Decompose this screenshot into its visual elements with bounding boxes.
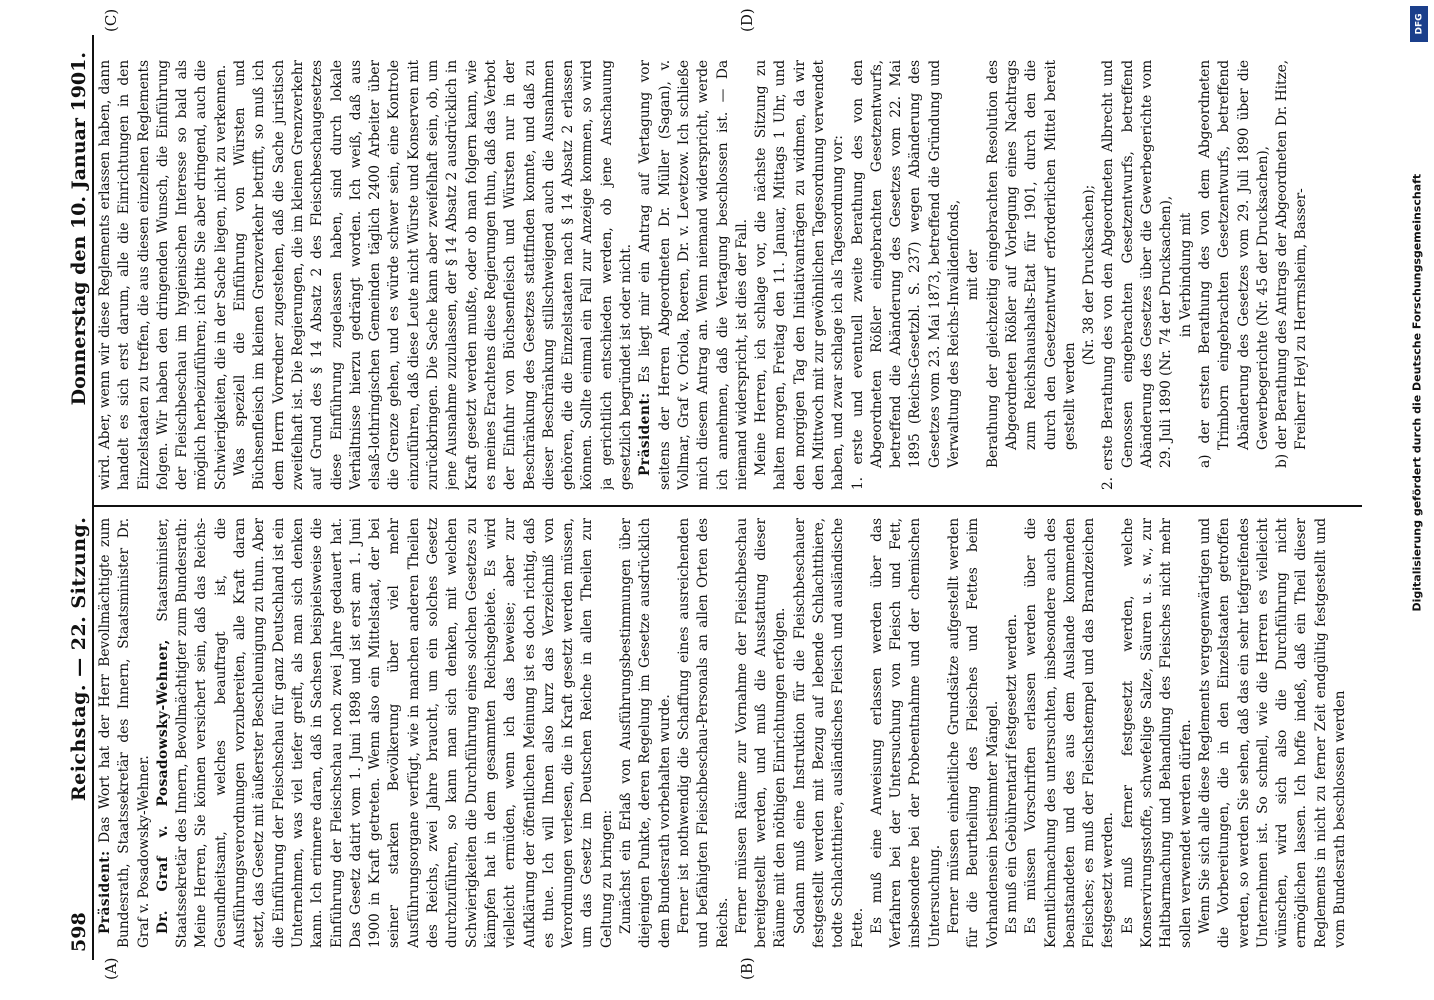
running-title: Reichstag. — 22. Sitzung.	[68, 516, 90, 802]
speech-text: Das Wort hat der Herr Bevollmächtigte zum Bundesrath, Staatssekretär des Innern, Staatsminister Dr. Graf v. Posadowsky-Wehner.	[97, 518, 152, 948]
dfg-logo-text: DFG	[1414, 13, 1425, 35]
right-text-column	[96, 60, 1356, 490]
text-paragraph: (Nr. 38 der Drucksachen);	[1081, 184, 1098, 366]
dfg-logo	[1410, 6, 1428, 42]
text-paragraph: in Verbindung mit	[1177, 212, 1194, 338]
running-header	[60, 52, 90, 952]
header-rule	[92, 35, 94, 960]
column-divider	[92, 505, 1362, 507]
text-paragraph: Meine Herren, ich schlage vor, die nächste Sitzung zu halten morgen, Freitag den 11. Januar, Mittags 1 Uhr, und den morgigen Tag den Initiativanträgen zu widmen, da wir den Mittwoch mit zur gewöhnlichen Tagesordnung verwendet haben, und zwar schlage ich als Tagesordnung vor:	[753, 60, 847, 490]
speech-paragraph	[636, 60, 752, 490]
margin-mark-b: (B)	[738, 957, 756, 980]
text-paragraph: Es muß ein Gebührentarif festgesetzt werden.	[1003, 614, 1020, 934]
agenda-item: Berathung der gleichzeitig eingebrachten Resolution des Abgeordneten Rößler auf Vorlegung eines Nachtrags zum Reichshaushalts-Etat für 1901, durch den die durch den Gesetzentwurf erforderlichen Mittel bereit gestellt werden	[984, 60, 1078, 468]
speaker-name: Präsident:	[637, 392, 654, 476]
text-paragraph: Ferner müssen Räume zur Vornahme der Fleischbeschau bereitgestellt werden, und muß die Ausstattung dieser Räume mit den nöthigen Einrichtungen erfolgen.	[733, 518, 789, 948]
text-paragraph: Ferner müssen einheitliche Grundsätze aufgestellt werden für die Beurtheilung des Fleisches und Fettes beim Vorhandensein bestimmter Mängel.	[946, 518, 1001, 948]
text-paragraph: Was speziell die Einführung von Würsten und Büchsenfleisch im kleinen Grenzverkehr betrifft, so muß ich dem Herrn Vorredner zugestehen, daß die Sache juristisch zweifelhaft ist. Die Regierungen, die im kleinen Grenzverkehr auf Grund des § 14 Absatz 2 des Fleischbeschaugesetzes diese Einführung zugelassen haben, sind durch lokale Verhältnisse hierzu gedrängt worden. Ich weiß, daß aus elsaß-lothringischen Gemeinden täglich 2400 Arbeiter über die Grenze gehen, und es würde schwer sein, eine Kontrole einzuführen, daß diese Leute nicht Würste und Konserven mit zurückbringen. Die Sache kann aber zweifelhaft sein, ob, um jene Ausnahme zuzulassen, der § 14 Absatz 2 ausdrücklich in Kraft gesetzt werden mußte, oder ob man folgern kann, wie es meines Erachtens diese Regierungen thun, daß das Verbot der Einfuhr von Büchsenfleisch und Würsten nur in der Beschränkung des Gesetzes stattfinden konnte, und daß zu dieser Beschränkung stillschweigend auch die Ausnahmen gehören, die die Einzelstaaten nach § 14 Absatz 2 erlassen können. Sollte einmal ein Fall zur Anzeige kommen, so wird ja gerichtlich entschieden werden, ob jene Anschauung gesetzlich begründet ist oder nicht.	[232, 60, 635, 490]
agenda-item: 1. erste und eventuell zweite Berathung des von den Abgeordneten Rößler eingebrachten Gesetzentwurfs, betreffend die Abänderung des Gesetzes vom 22. Mai 1895 (Reichs-Gesetzbl. S. 237) wegen Abänderung des Gesetzes vom 23. Mai 1873, betreffend die Gründung und Verwaltung des Reichs-Invalidenfonds,	[849, 60, 963, 490]
margin-mark-d: (D)	[738, 8, 756, 32]
speech-paragraph	[96, 518, 154, 948]
dfg-credit-text: Digitalisierung gefördert durch die Deutsche Forschungsgemeinschaft	[1410, 173, 1424, 612]
text-paragraph: Zunächst ein Erlaß von Ausführungsbestimmungen über diejenigen Punkte, deren Regelung im Gesetze ausdrücklich dem Bundesrath vorbehalten wurde.	[618, 518, 673, 948]
margin-mark-a: (A)	[102, 957, 120, 980]
margin-mark-c: (C)	[102, 8, 120, 32]
text-paragraph: Wenn Sie sich alle diese Reglements vergegenwärtigen und die Vorbereitungen, die in den Einzelstaaten getroffen werden, so werden Sie sehen, daß das ein sehr tiefgreifendes Unternehmen ist. So schnell, wie die Herren es vielleicht wünschen, wird sich also die Durchführung nicht ermöglichen lassen. Ich hoffe indeß, daß ein Theil dieser Reglements in nicht zu ferner Zeit endgültig festgestellt und vom Bundesrath beschlossen werden	[1196, 518, 1348, 948]
text-paragraph: Ferner ist nothwendig die Schaffung eines ausreichenden und befähigten Fleischbeschau-Personals an allen Orten des Reichs.	[675, 518, 731, 948]
text-paragraph: Es muß ferner festgesetzt werden, welche Konservirungsstoffe, schwefelige Salze, Säuren u. s. w., zur Haltbarmachung und Behandlung des Fleisches nicht mehr sollen verwendet werden dürfen.	[1119, 518, 1194, 948]
speech-paragraph	[154, 518, 617, 948]
speech-text: Es liegt mir ein Antrag auf Vertagung vor seitens der Herren Abgeordneten Dr. Müller (Sagan), v. Vollmar, Graf v. Oriola, Roeren, Dr. v. Levetzow. Ich schließe mich diesem Antrag an. Wenn niemand widerspricht, werde ich annehmen, daß die Vertagung beschlossen ist. — Da niemand widerspricht, ist dies der Fall.	[637, 60, 750, 490]
text-paragraph: Sodann muß eine Instruktion für die Fleischbeschauer festgestellt werden mit Bezug auf lebende Schlachtthiere, todte Schlachtthiere, ausländisches Fleisch und ausländische Fette.	[791, 518, 866, 948]
text-paragraph: Es müssen Vorschriften erlassen werden über die Kenntlichmachung des untersuchten, insbesondere auch des beanstandeten und des aus dem Auslande kommenden Fleisches; es muß der Fleischstempel und das Brandzeichen festgesetzt werden.	[1023, 518, 1117, 948]
text-paragraph: wird. Aber, wenn wir diese Reglements erlassen haben, dann handelt es sich erst darum, alle die Einrichtungen in den Einzelstaaten zu treffen, die aus diesen einzelnen Reglements folgen. Wir haben den dringenden Wunsch, die Einführung der Fleischbeschau im hygienischen Interesse so bald als möglich herbeizuführen; ich bitte Sie aber dringend, auch die Schwierigkeiten, die in der Sache liegen, nicht zu verkennen.	[97, 60, 229, 490]
text-paragraph: Es muß eine Anweisung erlassen werden über das Verfahren bei der Untersuchung von Fleisch und Fett, insbesondere bei der Probeentnahme und der chemischen Untersuchung.	[868, 518, 943, 948]
page-number: 598	[68, 912, 90, 952]
header-date: Donnerstag den 10. Januar 1901.	[68, 52, 90, 406]
left-text-column	[96, 518, 1356, 948]
text-paragraph: mit der	[965, 249, 982, 301]
speech-text: Staatsminister, Staatssekretär des Innern, Bevollmächtigter zum Bundesrath: Meine Herren, Sie können versichert sein, daß das Reichs-Gesundheitsamt, welches beauftragt ist, die Ausführungsverordnungen vorzubereiten, alle Kraft daran setzt, das Gesetz mit äußerster Beschleunigung zu thun. Aber die Einführung der Fleischschau für ganz Deutschland ist ein Unternehmen, was viel tiefer greift, als man sich denken kann. Ich erinnere daran, daß in Sachsen beispielsweise die Einführung der Fleischschau noch zwei Jahre gedauert hat. Das Gesetz datirt vom 1. Juni 1898 und ist erst am 1. Juni 1900 in Kraft getreten. Wenn also ein Mittelstaat, der bei seiner starken Bevölkerung über viel mehr Ausführungsorgane verfügt, wie in manchen anderen Theilen des Reichs, zwei Jahre braucht, um ein solches Gesetz durchzuführen, so kann man sich denken, mit welchen Schwierigkeiten die Durchführung eines solchen Gesetzes zu kämpfen hat in dem gesammten Reichsgebiete. Es wird vielleicht ermüden, wenn ich das beweise; aber zur Aufklärung der öffentlichen Meinung ist es doch richtig, daß es thue. Ich will Ihnen also kurz das Verzeichniß von Verordnungen verlesen, die in Kraft gesetzt werden müssen, um das Gesetz im Deutschen Reiche in allen Theilen zur Geltung zu bringen:	[154, 518, 615, 948]
dfg-credit-strip	[1408, 0, 1432, 1000]
agenda-item: a) der ersten Berathung des von dem Abgeordneten Trimborn eingebrachten Gesetzentwurfs, betreffend Abänderung des Gesetzes vom 29. Juli 1890 über die Gewerbegerichte (Nr. 45 der Drucksachen),	[1196, 60, 1271, 468]
speaker-name: Dr. Graf v. Posadowsky-Wehner,	[154, 639, 171, 934]
agenda-item: 2. erste Berathung des von den Abgeordneten Albrecht und Genossen eingebrachten Gesetzentwurfs, betreffend Abänderung des Gesetzes über die Gewerbegerichte vom 29. Juli 1890 (Nr. 74 der Drucksachen),	[1100, 60, 1175, 490]
agenda-item: b) der Berathung des Antrags der Abgeordneten Dr. Hitze, Freiherr Heyl zu Herrnsheim, Basser-	[1274, 60, 1310, 468]
speaker-name: Präsident:	[97, 850, 113, 934]
